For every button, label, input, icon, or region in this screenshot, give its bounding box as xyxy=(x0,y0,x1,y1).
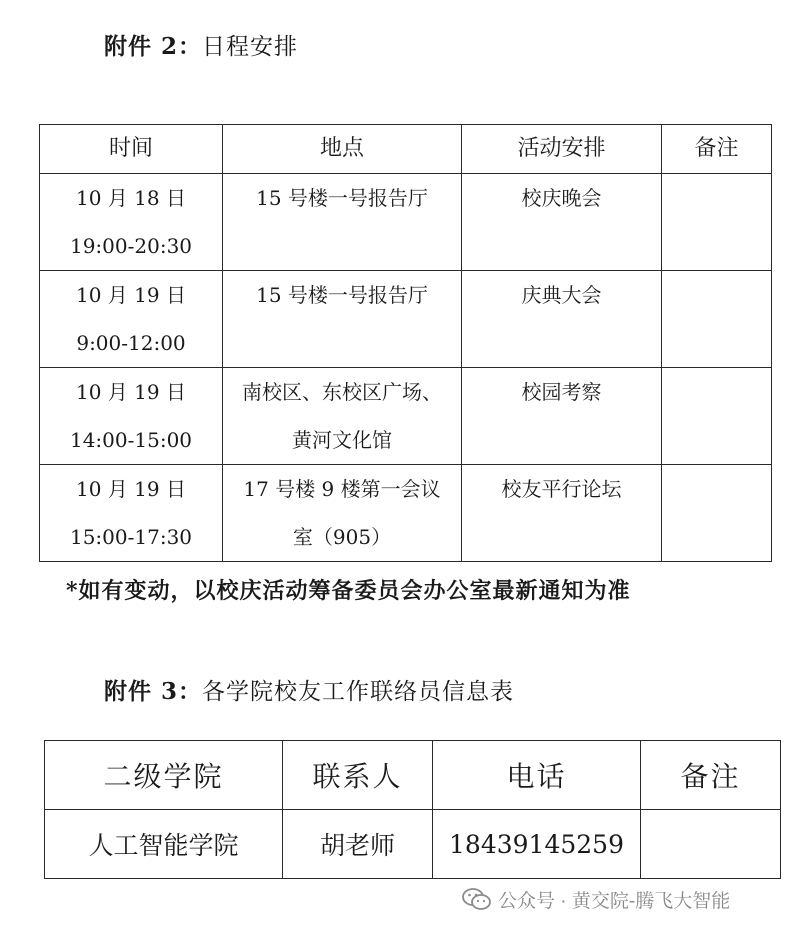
place-text: 15 号楼一号报告厅 xyxy=(256,283,428,307)
attachment-2-label: 附件 2： xyxy=(104,33,203,60)
date-text: 10 月 19 日 xyxy=(76,477,186,501)
time-range-text: 19:00-20:30 xyxy=(69,234,193,258)
activity-cell: 校园考察 xyxy=(462,368,662,465)
contact-cell: 胡老师 xyxy=(283,810,433,879)
wechat-icon xyxy=(462,887,492,911)
attachment-3-heading xyxy=(104,673,514,706)
activity-cell: 校庆晚会 xyxy=(462,174,662,271)
liaison-header-row xyxy=(45,741,781,810)
place-text: 南校区、东校区广场、 xyxy=(242,380,442,404)
table-row xyxy=(40,174,772,271)
schedule-table xyxy=(39,124,772,562)
place-text: 室（905） xyxy=(292,525,392,549)
phone-cell: 18439145259 xyxy=(433,810,641,879)
table-row xyxy=(40,368,772,465)
place-cell xyxy=(223,465,462,562)
time-cell xyxy=(40,271,223,368)
time-range-text: 14:00-15:00 xyxy=(69,428,193,452)
place-cell xyxy=(223,368,462,465)
remark-cell xyxy=(662,368,772,465)
time-range-text: 15:00-17:30 xyxy=(69,525,193,549)
header-time: 时间 xyxy=(40,125,223,174)
time-cell xyxy=(40,174,223,271)
college-cell: 人工智能学院 xyxy=(45,810,283,879)
time-cell xyxy=(40,368,223,465)
header-activity: 活动安排 xyxy=(462,125,662,174)
wechat-watermark xyxy=(462,884,730,914)
attachment-3-title: 各学院校友工作联络员信息表 xyxy=(202,679,515,705)
header-place: 地点 xyxy=(223,125,462,174)
header-phone: 电话 xyxy=(433,741,641,810)
place-cell xyxy=(223,174,462,271)
attachment-3-label: 附件 3： xyxy=(104,678,203,705)
liaison-table xyxy=(44,740,781,879)
place-cell xyxy=(223,271,462,368)
header-contact: 联系人 xyxy=(283,741,433,810)
table-row xyxy=(45,810,781,879)
watermark-text: 公众号 · 黄交院-腾飞大智能 xyxy=(498,890,731,912)
header-remark: 备注 xyxy=(662,125,772,174)
time-cell xyxy=(40,465,223,562)
remark-cell xyxy=(641,810,781,879)
schedule-header-row xyxy=(40,125,772,174)
schedule-note: *如有变动，以校庆活动筹备委员会办公室最新通知为准 xyxy=(66,578,631,604)
date-text: 10 月 19 日 xyxy=(76,380,186,404)
header-college: 二级学院 xyxy=(45,741,283,810)
place-text: 15 号楼一号报告厅 xyxy=(256,186,428,210)
attachment-2-heading xyxy=(104,28,298,61)
remark-cell xyxy=(662,465,772,562)
table-row xyxy=(40,465,772,562)
table-row xyxy=(40,271,772,368)
remark-cell xyxy=(662,174,772,271)
place-text: 黄河文化馆 xyxy=(292,428,392,452)
date-text: 10 月 18 日 xyxy=(76,186,186,210)
attachment-2-title: 日程安排 xyxy=(202,34,299,60)
time-range-text: 9:00-12:00 xyxy=(76,331,186,355)
header-remark: 备注 xyxy=(641,741,781,810)
date-text: 10 月 19 日 xyxy=(76,283,186,307)
activity-cell: 庆典大会 xyxy=(462,271,662,368)
place-text: 17 号楼 9 楼第一会议 xyxy=(243,477,441,501)
remark-cell xyxy=(662,271,772,368)
activity-cell: 校友平行论坛 xyxy=(462,465,662,562)
